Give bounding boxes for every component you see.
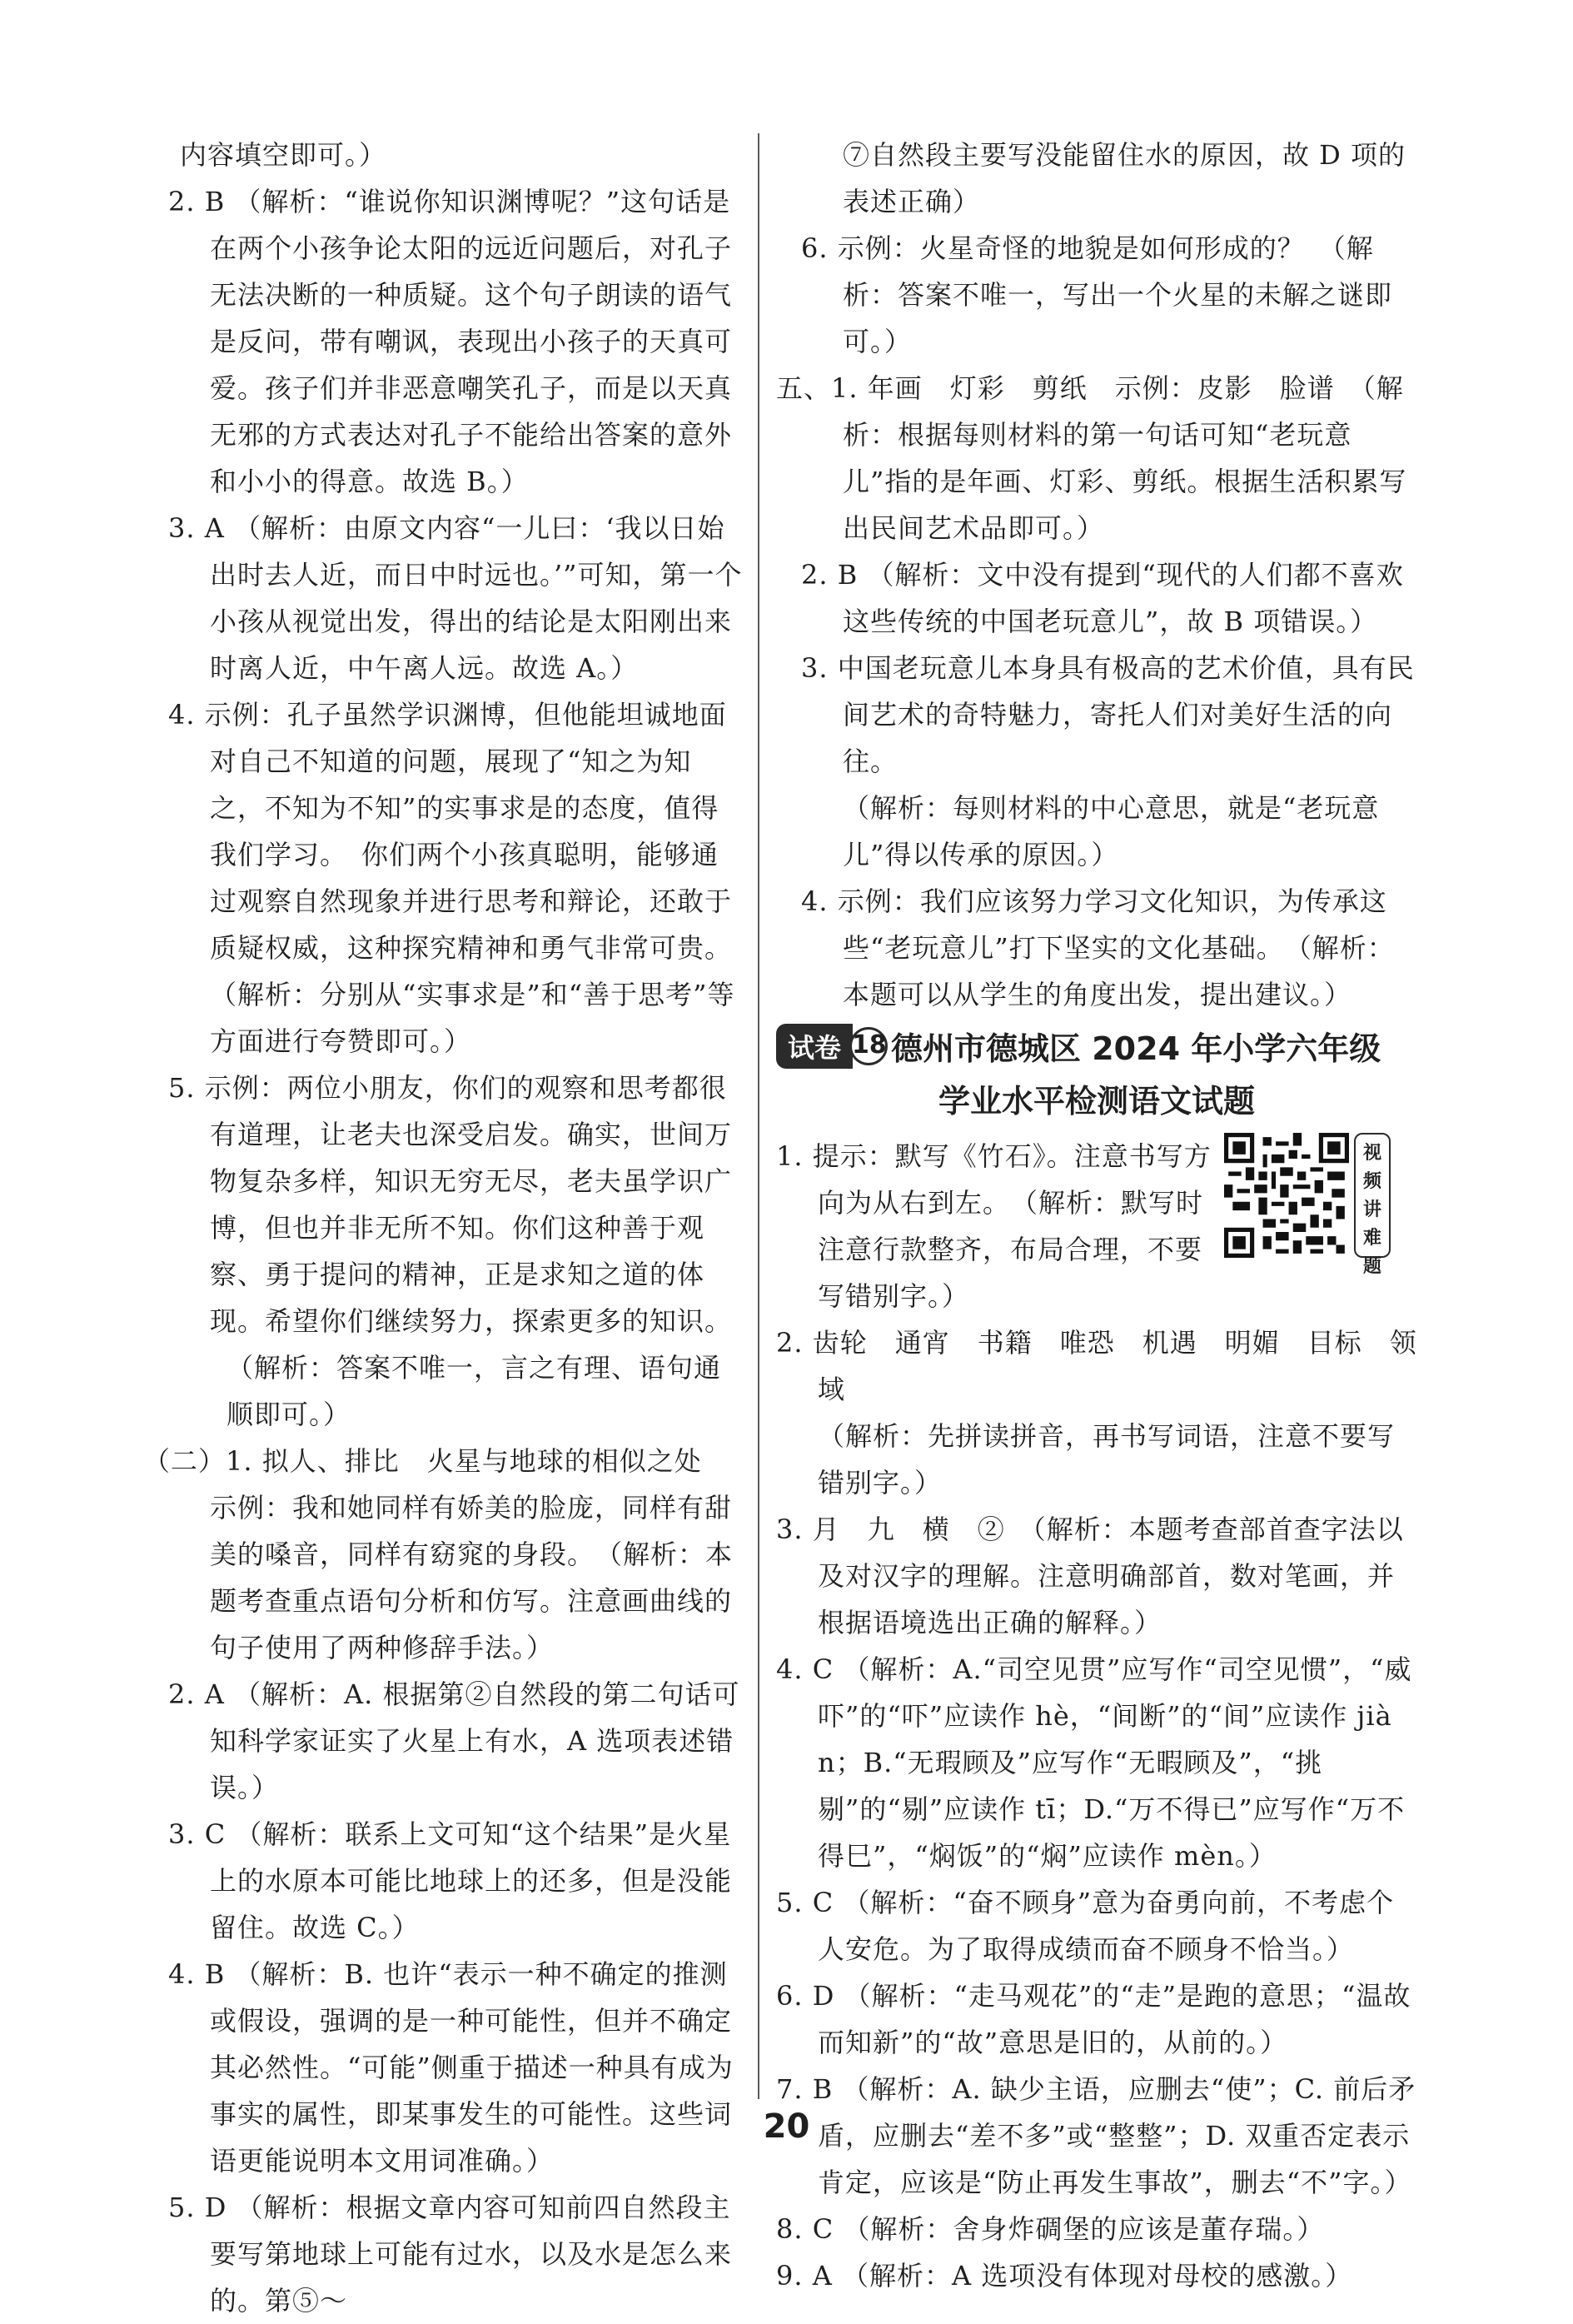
qr-code-icon[interactable] (1224, 1133, 1349, 1258)
answer-paragraph: 4. B （解析：B. 也许“表示一种不确定的推测或假设，强调的是一种可能性，但并不确定其必然性。“可能”侧重于描述一种具有成为事实的属性，即某事发生的可能性。这些词语更能说明本文用词准确。） (168, 1958, 734, 2177)
answer-paragraph: 2. B （解析：“谁说你知识渊博呢？”这句话是在两个小孩争论太阳的远近问题后，对孔子无法决断的一种质疑。这个句子朗读的语气是反问，带有嘲讽，表现出小孩子的天真可爱。孩子们并非恶意嘲笑孔子，而是以天真无邪的方式表达对孔子不能给出答案的意外和小小的得意。故选 B。） (168, 186, 733, 497)
answer-paragraph: 3. 月 九 横 ② （解析：本题考查部首查字法以及对汉字的理解。注意明确部首，数对笔画，并根据语境选出正确的解释。） (776, 1514, 1404, 1638)
answer-paragraph: 2. 齿轮 通宵 书籍 唯恐 机遇 明媚 目标 领域 (776, 1327, 1417, 1405)
section-title (776, 1023, 1417, 1069)
answer-paragraph: （解析：先拼读拼音，再书写词语，注意不要写错别字。） (818, 1420, 1396, 1499)
page-number: 20 (763, 2107, 810, 2146)
question-1 (776, 1133, 1417, 1319)
answer-paragraph: 6. 示例：火星奇怪的地貌是如何形成的？ （解析：答案不唯一，写出一个火星的未解之谜即可。） (801, 232, 1393, 357)
answer-paragraph: 9. A （解析：A 选项没有体现对母校的感激。） (776, 2260, 1353, 2292)
answer-paragraph: 1. 提示：默写《竹石》。注意书写方向为从右到左。 （解析：默写时注意行款整齐，布局合理，不要写错别字。） (776, 1140, 1212, 1312)
answer-paragraph: 五、1. 年画 灯彩 剪纸 示例：皮影 脸谱 （解析：根据每则材料的第一句话可知“老玩意儿”指的是年画、灯彩、剪纸。根据生活积累写出民间艺术品即可。） (776, 372, 1407, 544)
answer-paragraph: 3. A （解析：由原文内容“一儿曰：‘我以日始出时去人近，而日中时远也。’”可知，第一个小孩从视觉出发，得出的结论是太阳刚出来时离人近，中午离人远。故选 A。） (168, 512, 743, 684)
qr-block[interactable] (1224, 1133, 1417, 1277)
answer-paragraph: 4. C （解析：A.“司空见贯”应写作“司空见惯”，“威吓”的“吓”应读作 hè，“间断”的“间”应读作 jiàn；B.“无瑕顾及”应写作“无暇顾及”，“挑剔”的“剔”应读作 tī；D.“万不得已”应写作“万不得巳”，“焖饭”的“焖”应读作 mèn。） (776, 1653, 1412, 1872)
column-divider (758, 133, 759, 2099)
answer-paragraph: 3. 中国老玩意儿本身具有极高的艺术价值，具有民间艺术的奇特魅力，寄托人们对美好生活的向往。 (801, 652, 1415, 777)
left-column (143, 132, 747, 2324)
answer-paragraph: 4. 示例：我们应该努力学习文化知识，为传承这些“老玩意儿”打下坚实的文化基础。 （解析：本题可以从学生的角度出发，提出建议。） (801, 885, 1395, 1010)
section-title-line2: 学业水平检测语文试题 (938, 1083, 1255, 1120)
video-label: 视频讲难题 (1354, 1133, 1391, 1258)
answer-paragraph: 4. 示例：孔子虽然学识渊博，但他能坦诚地面对自己不知道的问题，展现了“知之为知之，不知为不知”的实事求是的态度，值得我们学习。 你们两个小孩真聪明，能够通过观察自然现象并进行思考和辩论，还敢于质疑权威，这种探究精神和勇气非常可贵。 （解析：分别从“实事求是”和“善于思考”等方面进行夸赞即可。） (168, 699, 747, 1057)
section-number: 18 (849, 1027, 888, 1065)
section-title-line1: 德州市德城区 2024 年小学六年级 (891, 1030, 1381, 1067)
answer-paragraph: 2. B （解析：文中没有提到“现代的人们都不喜欢这些传统的中国老玩意儿”，故 B 项错误。） (801, 559, 1404, 637)
section-badge: 试卷 (776, 1024, 853, 1069)
answer-paragraph: 2. A （解析：A. 根据第②自然段的第二句话可知科学家证实了火星上有水，A 选项表述错误。） (168, 1678, 740, 1803)
right-column (776, 132, 1417, 2299)
answer-paragraph: 6. D （解析：“走马观花”的“走”是跑的意思；“温故而知新”的“故”意思是旧的，从前的。） (776, 1980, 1411, 2058)
answer-paragraph: 8. C （解析：舍身炸碉堡的应该是董存瑞。） (776, 2213, 1325, 2245)
answer-paragraph: 5. D （解析：根据文章内容可知前四自然段主要写第地球上可能有过水，以及水是怎么来的。第⑤～ (168, 2192, 733, 2317)
answer-paragraph: ⑦自然段主要写没能留住水的原因，故 D 项的表述正确） (843, 139, 1406, 217)
answer-paragraph: 5. 示例：两位小朋友，你们的观察和思考都很有道理，让老夫也深受启发。确实，世间万物复杂多样，知识无穷无尽，老夫虽学识广博，但也并非无所不知。你们这种善于观察、勇于提问的精神，正是求知之道的体现。希望你们继续努力，探索更多的知识。 (168, 1072, 733, 1337)
answer-paragraph: 内容填空即可。） (180, 139, 387, 171)
answer-paragraph: 7. B （解析：A. 缺少主语，应删去“使”；C. 前后矛盾，应删去“差不多”或“整整”；D. 双重否定表示肯定，应该是“防止再发生事故”，删去“不”字。） (776, 2073, 1416, 2198)
answer-paragraph: 3. C （解析：联系上文可知“这个结果”是火星上的水原本可能比地球上的还多，但是没能留住。故选 C。） (168, 1818, 733, 1943)
answer-paragraph: （解析：答案不唯一，言之有理、语句通顺即可。） (226, 1352, 722, 1430)
answer-paragraph: 5. C （解析：“奋不顾身”意为奋勇向前，不考虑个人安危。为了取得成绩而奋不顾身不恰当。） (776, 1887, 1395, 1965)
answer-paragraph: （二）1. 拟人、排比 火星与地球的相似之处 示例：我和她同样有娇美的脸庞，同样有甜美的嗓音，同样有窈窕的身段。 （解析：本题考查重点语句分析和仿写。注意画曲线的句子使用了两种修辞手法。） (143, 1445, 734, 1663)
answer-paragraph: （解析：每则材料的中心意思，就是“老玩意儿”得以传承的原因。） (843, 792, 1380, 870)
